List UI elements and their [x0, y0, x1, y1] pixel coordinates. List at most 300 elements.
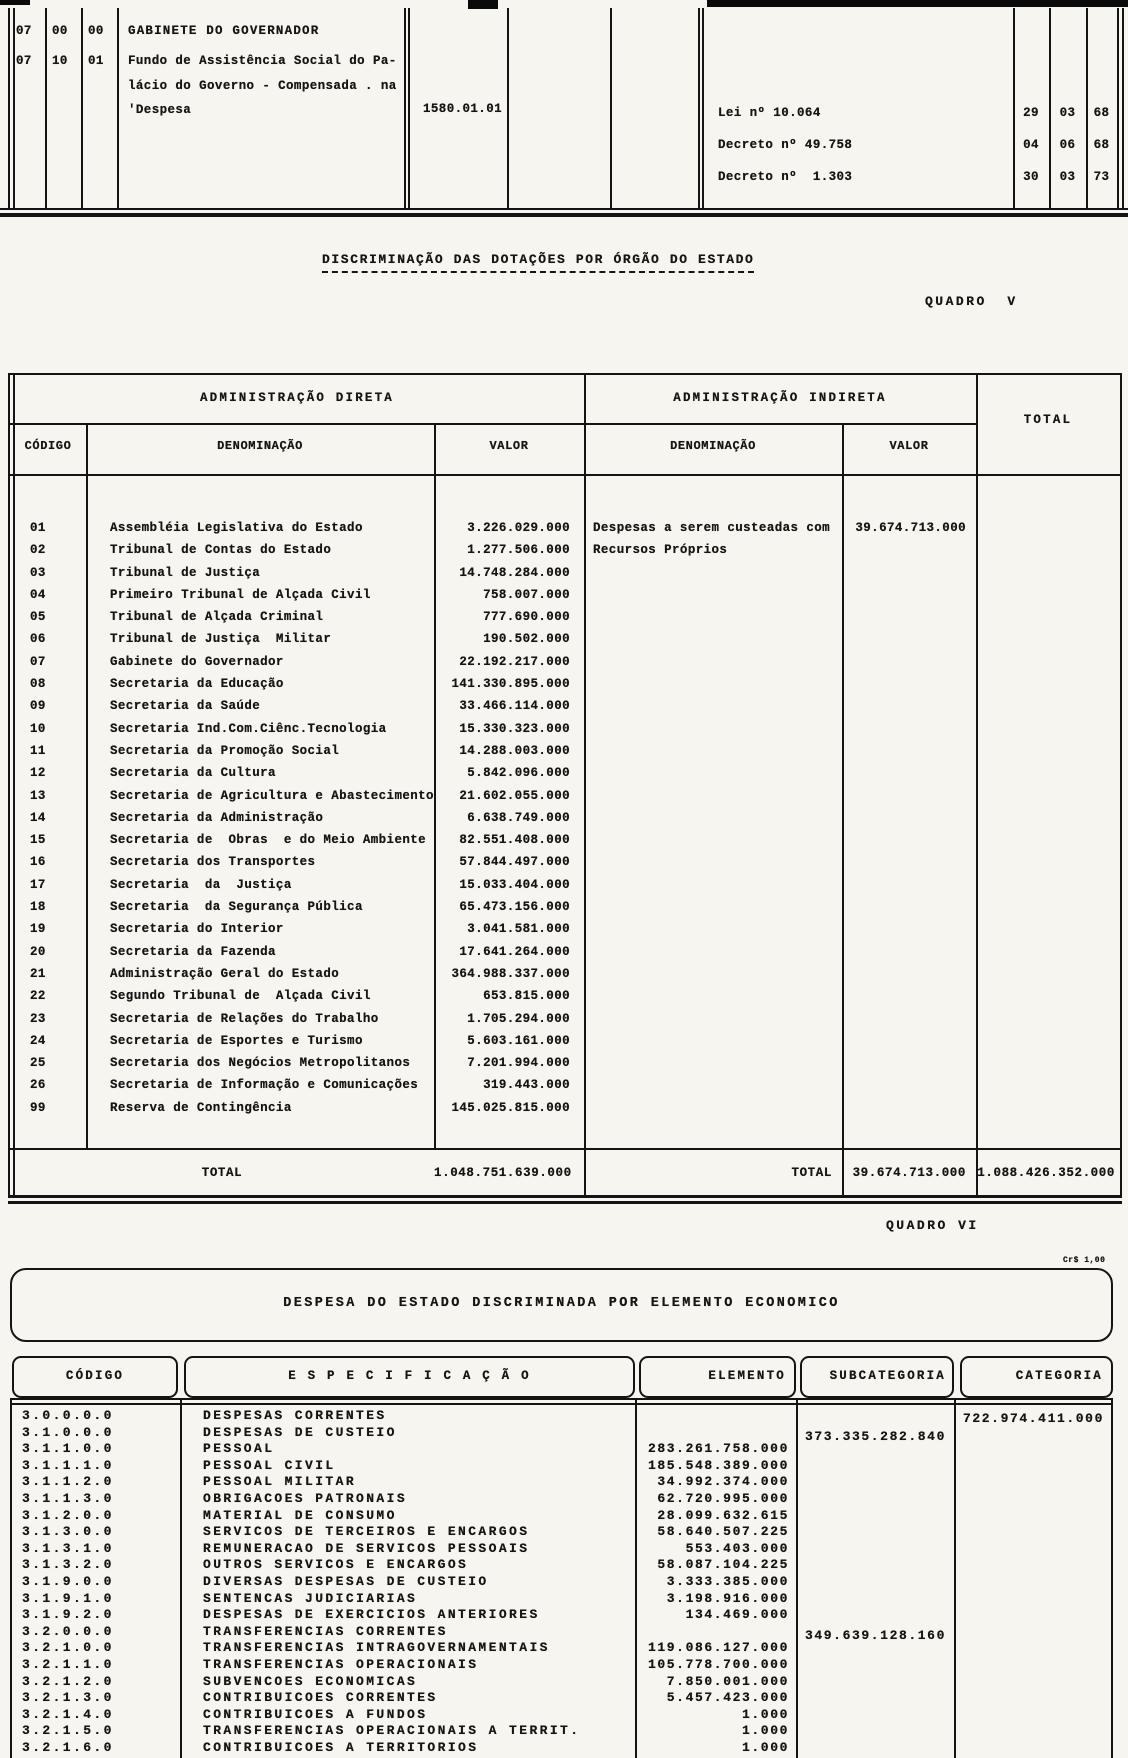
categoria-cell [954, 1511, 1111, 1528]
subcategoria-cell [796, 1561, 954, 1578]
denominacao-cell: Secretaria da Saúde [110, 699, 261, 714]
header-elemento-box [639, 1356, 796, 1398]
subcategoria-cell [796, 1661, 954, 1678]
header-denominacao-indireta: DENOMINAÇÃO [670, 439, 756, 453]
column-divider [81, 8, 83, 208]
table-row [10, 1030, 1120, 1052]
quadro6-rows [12, 1408, 1111, 1756]
indireta-denominacao-cell [584, 807, 842, 829]
codigo-cell: 3.1.9.1.0 [22, 1590, 114, 1606]
codigo-cell: 3.2.1.3.0 [22, 1690, 114, 1706]
table-row [10, 1097, 1120, 1119]
denominacao-cell: Secretaria da Educação [110, 677, 284, 692]
subcategoria-cell: 373.335.282.840 [804, 1428, 946, 1444]
quadro5-title: DISCRIMINAÇÃO DAS DOTAÇÕES POR ÓRGÃO DO ESTADO [322, 252, 754, 273]
codigo-cell: 3.1.1.1.0 [22, 1457, 114, 1473]
valor-cell: 14.748.284.000 [459, 565, 570, 580]
org-name: GABINETE DO GOVERNADOR [128, 24, 320, 38]
indireta-denominacao-cell [584, 1030, 842, 1052]
indireta-denominacao-cell [584, 1074, 842, 1096]
denominacao-cell: Secretaria de Esportes e Turismo [110, 1033, 363, 1048]
especificacao-cell: PESSOAL CIVIL [203, 1457, 336, 1473]
categoria-cell [954, 1428, 1111, 1445]
codigo-cell: 15 [30, 833, 46, 848]
table-row [10, 584, 1120, 606]
table-row [10, 941, 1120, 963]
categoria-cell [954, 1743, 1111, 1758]
especificacao-cell: DESPESAS DE CUSTEIO [203, 1424, 397, 1440]
denominacao-cell: Secretaria da Fazenda [110, 944, 276, 959]
indireta-valor-cell [842, 918, 976, 940]
denominacao-cell: Secretaria Ind.Com.Ciênc.Tecnologia [110, 721, 387, 736]
indireta-valor-cell [842, 762, 976, 784]
org-code: 10 [52, 54, 68, 68]
indireta-valor-cell [842, 1097, 976, 1119]
budget-code: 1580.01.01 [422, 102, 502, 116]
especificacao-cell: TRANSFERENCIAS INTRAGOVERNAMENTAIS [203, 1640, 550, 1656]
total-cell [976, 963, 1120, 985]
elemento-cell [635, 1425, 796, 1442]
codigo-cell: 19 [30, 922, 46, 937]
codigo-cell: 16 [30, 855, 46, 870]
total-cell [976, 517, 1120, 539]
table-border [8, 8, 10, 208]
elemento-cell [635, 1408, 796, 1425]
org-code: 01 [88, 54, 104, 68]
indireta-denominacao-cell: Despesas a serem custeadas com [593, 521, 831, 535]
categoria-cell [954, 1560, 1111, 1577]
header-administracao-indireta: ADMINISTRAÇÃO INDIRETA [673, 391, 887, 405]
categoria-cell [954, 1610, 1111, 1627]
indireta-denominacao-cell [584, 829, 842, 851]
elemento-cell: 1.000 [741, 1706, 789, 1722]
valor-cell: 65.473.156.000 [459, 900, 570, 915]
table-row [10, 985, 1120, 1007]
total-row-divider [10, 1148, 1120, 1150]
valor-cell: 141.330.895.000 [451, 677, 570, 692]
subcategoria-cell [796, 1678, 954, 1695]
header-categoria: CATEGORIA [1015, 1369, 1103, 1383]
codigo-cell: 3.1.2.0.0 [22, 1507, 114, 1523]
total-cell [976, 851, 1120, 873]
valor-cell: 14.288.003.000 [459, 743, 570, 758]
codigo-cell: 24 [30, 1033, 46, 1048]
table-row [10, 963, 1120, 985]
especificacao-cell: MATERIAL DE CONSUMO [203, 1507, 397, 1523]
codigo-cell: 03 [30, 565, 46, 580]
denominacao-cell: Secretaria dos Negócios Metropolitanos [110, 1056, 411, 1071]
codigo-cell: 3.1.9.2.0 [22, 1607, 114, 1623]
ref-month: 06 [1059, 138, 1076, 152]
subcategoria-cell [796, 1711, 954, 1728]
valor-cell: 1.277.506.000 [467, 543, 570, 558]
table-border [13, 8, 15, 208]
total-cell [976, 562, 1120, 584]
table-row [10, 807, 1120, 829]
indireta-valor-cell [842, 651, 976, 673]
denominacao-cell: Gabinete do Governador [110, 654, 284, 669]
codigo-cell: 02 [30, 543, 46, 558]
especificacao-cell: OUTROS SERVICOS E ENCARGOS [203, 1557, 469, 1573]
elemento-cell: 185.548.389.000 [647, 1457, 789, 1473]
valor-cell: 758.007.000 [483, 587, 570, 602]
elemento-cell: 5.457.423.000 [666, 1690, 789, 1706]
categoria-cell [954, 1643, 1111, 1660]
subcategoria-cell [796, 1462, 954, 1479]
scan-artifact [0, 0, 30, 5]
fund-description-line: 'Despesa [128, 103, 192, 117]
subcategoria-cell [796, 1495, 954, 1512]
indireta-denominacao-cell [584, 1097, 842, 1119]
elemento-cell: 105.778.700.000 [647, 1656, 789, 1672]
header-codigo-box [12, 1356, 178, 1398]
legal-ref-label: Decreto nº 1.303 [718, 170, 853, 184]
valor-cell: 33.466.114.000 [459, 699, 570, 714]
subcategoria-cell [796, 1412, 954, 1429]
indireta-denominacao-cell [584, 985, 842, 1007]
column-divider [117, 8, 119, 208]
especificacao-cell: DESPESAS DE EXERCICIOS ANTERIORES [203, 1607, 540, 1623]
valor-cell: 319.443.000 [483, 1078, 570, 1093]
header-categoria-box [960, 1356, 1113, 1398]
indireta-valor-cell [842, 740, 976, 762]
table-row [10, 628, 1120, 650]
header-elemento: ELEMENTO [708, 1369, 786, 1383]
valor-cell: 6.638.749.000 [467, 810, 570, 825]
header-especificacao-box [184, 1356, 635, 1398]
table-row [10, 851, 1120, 873]
table-row [10, 517, 1120, 539]
header-especificacao: E S P E C I F I C A Ç Ã O [288, 1369, 531, 1383]
elemento-cell: 134.469.000 [685, 1607, 789, 1623]
total-cell [976, 673, 1120, 695]
indireta-valor-cell [842, 539, 976, 561]
header-administracao-direta: ADMINISTRAÇÃO DIRETA [199, 391, 395, 405]
valor-cell: 22.192.217.000 [459, 654, 570, 669]
valor-cell: 17.641.264.000 [459, 944, 570, 959]
table-row [10, 874, 1120, 896]
codigo-cell: 3.1.0.0.0 [22, 1424, 114, 1440]
denominacao-cell: Secretaria de Agricultura e Abastecimento [110, 788, 434, 803]
elemento-cell: 1.000 [741, 1739, 789, 1755]
elemento-cell: 34.992.374.000 [657, 1474, 789, 1490]
codigo-cell: 05 [30, 610, 46, 625]
column-divider [702, 8, 704, 208]
indireta-denominacao-cell [584, 740, 842, 762]
indireta-valor-cell [842, 851, 976, 873]
indireta-valor-cell [842, 963, 976, 985]
indireta-valor-cell [842, 673, 976, 695]
column-divider [610, 8, 612, 208]
quadro5-label: QUADRO V [925, 294, 1018, 309]
indireta-valor-cell [842, 562, 976, 584]
denominacao-cell: Secretaria do Interior [110, 922, 284, 937]
total-cell [976, 539, 1120, 561]
codigo-cell: 14 [30, 810, 46, 825]
indireta-denominacao-cell [584, 695, 842, 717]
elemento-cell: 1.000 [741, 1723, 789, 1739]
indireta-denominacao-cell [584, 874, 842, 896]
denominacao-cell: Secretaria dos Transportes [110, 855, 316, 870]
valor-cell: 5.842.096.000 [467, 766, 570, 781]
indireta-valor-cell [842, 1052, 976, 1074]
elemento-cell: 3.333.385.000 [666, 1573, 789, 1589]
quadro5-rows [10, 517, 1120, 1119]
codigo-cell: 18 [30, 900, 46, 915]
total-cell [976, 584, 1120, 606]
codigo-cell: 08 [30, 677, 46, 692]
indireta-valor-cell [842, 896, 976, 918]
codigo-cell: 3.1.1.3.0 [22, 1490, 114, 1506]
subcategoria-cell [796, 1644, 954, 1661]
valor-cell: 777.690.000 [483, 610, 570, 625]
ref-month: 03 [1059, 170, 1076, 184]
categoria-cell [954, 1444, 1111, 1461]
header-total: TOTAL [1023, 413, 1073, 427]
ref-day: 04 [1023, 138, 1039, 152]
subcategoria-cell [796, 1611, 954, 1628]
codigo-cell: 01 [30, 521, 46, 535]
subcategoria-cell [796, 1694, 954, 1711]
indireta-valor-cell [842, 584, 976, 606]
quadro5-table [8, 373, 1122, 1198]
table-row [12, 1408, 1111, 1425]
codigo-cell: 17 [30, 877, 46, 892]
subcategoria-cell [796, 1528, 954, 1545]
indireta-valor-cell [842, 807, 976, 829]
codigo-cell: 13 [30, 788, 46, 803]
especificacao-cell: DESPESAS CORRENTES [203, 1408, 387, 1423]
valor-cell: 3.226.029.000 [467, 521, 570, 535]
subcategoria-cell [796, 1595, 954, 1612]
denominacao-cell: Secretaria da Administração [110, 810, 324, 825]
table-row [10, 1052, 1120, 1074]
codigo-cell: 09 [30, 699, 46, 714]
total-label-direta: TOTAL [201, 1166, 243, 1180]
heavy-rule [0, 208, 1128, 210]
total-cell [976, 941, 1120, 963]
denominacao-cell: Segundo Tribunal de Alçada Civil [110, 989, 371, 1004]
denominacao-cell: Secretaria de Obras e do Meio Ambiente [110, 833, 427, 848]
total-cell [976, 695, 1120, 717]
table-row [10, 695, 1120, 717]
indireta-denominacao-cell [584, 673, 842, 695]
especificacao-cell: DIVERSAS DESPESAS DE CUSTEIO [203, 1573, 489, 1589]
total-cell [976, 918, 1120, 940]
categoria-cell [954, 1544, 1111, 1561]
codigo-cell: 07 [30, 654, 46, 669]
header-valor: VALOR [489, 439, 529, 453]
categoria-cell: 722.974.411.000 [962, 1411, 1104, 1426]
subcategoria-cell [796, 1545, 954, 1562]
especificacao-cell: TRANSFERENCIAS CORRENTES [203, 1623, 448, 1639]
table-row [10, 673, 1120, 695]
valor-cell: 21.602.055.000 [459, 788, 570, 803]
categoria-cell [954, 1577, 1111, 1594]
codigo-cell: 20 [30, 944, 46, 959]
total-valor-direta: 1.048.751.639.000 [434, 1166, 572, 1180]
categoria-cell [954, 1627, 1111, 1644]
categoria-cell [954, 1660, 1111, 1677]
valor-cell: 653.815.000 [483, 989, 570, 1004]
elemento-cell: 553.403.000 [685, 1540, 789, 1556]
total-cell [976, 1052, 1120, 1074]
subcategoria-cell [796, 1744, 954, 1758]
fund-description-line: lácio do Governo - Compensada . na [128, 79, 397, 93]
elemento-cell: 3.198.916.000 [666, 1590, 789, 1606]
subcategoria-cell [796, 1445, 954, 1462]
scan-artifact [468, 0, 498, 9]
table-row [10, 651, 1120, 673]
total-cell [976, 740, 1120, 762]
codigo-cell: 3.2.1.0.0 [22, 1640, 114, 1656]
indireta-denominacao-cell [584, 785, 842, 807]
denominacao-cell: Primeiro Tribunal de Alçada Civil [110, 587, 371, 602]
codigo-cell: 99 [30, 1100, 46, 1115]
org-code: 07 [16, 24, 32, 38]
denominacao-cell: Tribunal de Alçada Criminal [110, 610, 324, 625]
indireta-denominacao-cell [584, 1008, 842, 1030]
elemento-cell: 7.850.001.000 [666, 1673, 789, 1689]
codigo-cell: 04 [30, 587, 46, 602]
total-cell [976, 896, 1120, 918]
elemento-cell: 62.720.995.000 [657, 1490, 789, 1506]
total-cell [976, 1008, 1120, 1030]
indireta-valor-cell [842, 628, 976, 650]
total-cell [976, 785, 1120, 807]
total-cell [976, 628, 1120, 650]
indireta-valor-cell [842, 1030, 976, 1052]
table-row [10, 1074, 1120, 1096]
codigo-cell: 3.2.1.6.0 [22, 1739, 114, 1755]
table-border [1122, 8, 1124, 208]
valor-cell: 15.330.323.000 [459, 721, 570, 736]
table-row [10, 539, 1120, 561]
indireta-valor-cell [842, 1074, 976, 1096]
total-cell [976, 1030, 1120, 1052]
table-row [10, 562, 1120, 584]
codigo-cell: 25 [30, 1056, 46, 1071]
quadro6-title: DESPESA DO ESTADO DISCRIMINADA POR ELEMENTO ECONOMICO [283, 1296, 840, 1311]
codigo-cell: 3.2.1.5.0 [22, 1723, 114, 1739]
denominacao-cell: Assembléia Legislativa do Estado [110, 521, 363, 535]
ref-year: 73 [1093, 170, 1110, 184]
scan-artifact [707, 0, 1128, 7]
table-row [10, 718, 1120, 740]
codigo-cell: 3.2.1.4.0 [22, 1706, 114, 1722]
denominacao-cell: Administração Geral do Estado [110, 966, 340, 981]
elemento-cell: 28.099.632.615 [657, 1507, 789, 1523]
codigo-cell: 21 [30, 966, 46, 981]
indireta-denominacao-cell [584, 851, 842, 873]
especificacao-cell: SENTENCAS JUDICIARIAS [203, 1590, 418, 1606]
valor-cell: 7.201.994.000 [467, 1056, 570, 1071]
categoria-cell [954, 1726, 1111, 1743]
indireta-denominacao-cell [584, 606, 842, 628]
especificacao-cell: PESSOAL MILITAR [203, 1474, 357, 1490]
table-row [10, 918, 1120, 940]
elemento-cell: 58.087.104.225 [657, 1557, 789, 1573]
codigo-cell: 3.1.9.0.0 [22, 1573, 114, 1589]
codigo-cell: 06 [30, 632, 46, 647]
categoria-cell [954, 1693, 1111, 1710]
table-row [10, 606, 1120, 628]
codigo-cell: 22 [30, 989, 46, 1004]
valor-cell: 364.988.337.000 [451, 966, 570, 981]
indireta-valor-cell [842, 695, 976, 717]
codigo-cell: 3.1.1.2.0 [22, 1474, 114, 1490]
indireta-denominacao-cell [584, 918, 842, 940]
indireta-valor-cell [842, 785, 976, 807]
indireta-denominacao-cell [584, 963, 842, 985]
table-row [10, 762, 1120, 784]
total-cell [976, 762, 1120, 784]
categoria-cell [954, 1477, 1111, 1494]
total-valor-geral: 1.088.426.352.000 [977, 1166, 1115, 1180]
indireta-denominacao-cell [584, 584, 842, 606]
ref-day: 29 [1023, 106, 1039, 120]
especificacao-cell: TRANSFERENCIAS OPERACIONAIS A TERRIT. [203, 1723, 581, 1739]
elemento-cell: 119.086.127.000 [647, 1640, 789, 1656]
ref-month: 03 [1059, 106, 1076, 120]
valor-cell: 1.705.294.000 [467, 1011, 570, 1026]
especificacao-cell: CONTRIBUICOES CORRENTES [203, 1690, 438, 1706]
table-border [1117, 8, 1119, 208]
denominacao-cell: Secretaria da Promoção Social [110, 743, 340, 758]
indireta-denominacao-cell [584, 941, 842, 963]
indireta-denominacao-cell: Recursos Próprios [593, 543, 728, 558]
total-cell [976, 606, 1120, 628]
elemento-cell [635, 1624, 796, 1641]
subcategoria-cell [796, 1727, 954, 1744]
quadro6-title-box [10, 1268, 1113, 1342]
total-cell [976, 874, 1120, 896]
indireta-denominacao-cell [584, 651, 842, 673]
indireta-valor-cell: 39.674.713.000 [855, 521, 966, 535]
table-row [10, 896, 1120, 918]
table-row [10, 1008, 1120, 1030]
denominacao-cell: Tribunal de Contas do Estado [110, 543, 332, 558]
table-row [10, 740, 1120, 762]
header-codigo: CÓDIGO [65, 1369, 125, 1383]
header-subcategoria: SUBCATEGORIA [829, 1369, 946, 1383]
indireta-valor-cell [842, 606, 976, 628]
header-valor-indireta: VALOR [889, 439, 929, 453]
elemento-cell: 58.640.507.225 [657, 1524, 789, 1540]
especificacao-cell: PESSOAL [203, 1441, 275, 1457]
heavy-rule [0, 213, 1128, 217]
indireta-denominacao-cell [584, 562, 842, 584]
especificacao-cell: SUBVENCOES ECONOMICAS [203, 1673, 418, 1689]
valor-cell: 145.025.815.000 [451, 1100, 570, 1115]
legal-ref-label: Decreto nº 49.758 [718, 138, 853, 152]
total-cell [976, 1074, 1120, 1096]
indireta-valor-cell [842, 1008, 976, 1030]
denominacao-cell: Reserva de Contingência [110, 1100, 292, 1115]
indireta-valor-cell [842, 829, 976, 851]
valor-cell: 15.033.404.000 [459, 877, 570, 892]
total-cell [976, 651, 1120, 673]
column-divider [698, 8, 700, 208]
subcategoria-cell [796, 1578, 954, 1595]
denominacao-cell: Secretaria de Relações do Trabalho [110, 1011, 379, 1026]
org-code: 07 [16, 54, 32, 68]
ref-year: 68 [1093, 138, 1110, 152]
column-divider [45, 8, 47, 208]
categoria-cell [954, 1594, 1111, 1611]
table-row [10, 829, 1120, 851]
denominacao-cell: Secretaria da Cultura [110, 766, 276, 781]
